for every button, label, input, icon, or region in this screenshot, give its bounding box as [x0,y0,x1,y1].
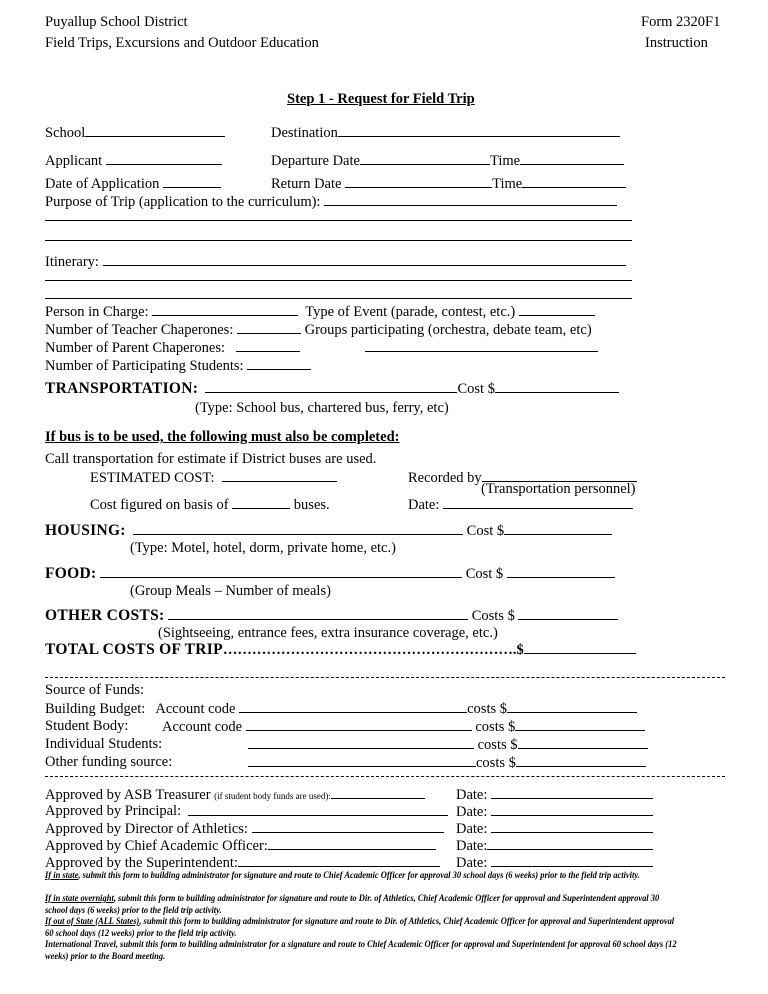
personnel-note: (Transportation personnel) [481,481,636,497]
transportation-label: TRANSPORTATION: [45,380,199,397]
athletics-date-field[interactable] [491,820,653,833]
divider [45,677,725,678]
teacher-chaperones-label: Number of Teacher Chaperones: [45,322,234,338]
superintendent-date-field[interactable] [491,854,653,867]
building-account-field[interactable] [239,700,467,713]
individual-students-label: Individual Students: [45,736,163,752]
time-label: Time [489,153,521,169]
other-costs-cost-field[interactable] [518,607,618,620]
school-label: School [45,125,86,141]
groups-label: Groups participating (orchestra, debate team, etc) [304,322,592,338]
athletics-signature-field[interactable] [252,820,444,833]
footnote-lead: If in state overnight [45,893,114,903]
costs-label: costs $ [476,755,516,771]
footnote-text: , submit this form to building administrator for signature and route to Dir. of Athletics, Chief Academic Officer for approval and Superintendent approval 60 school days (12 weeks) prior to the field trip activity. [45,916,675,938]
departure-date-field[interactable] [360,152,490,165]
itinerary-field[interactable] [103,253,626,266]
date-label: Date: [456,821,488,837]
school-field[interactable] [85,124,225,137]
destination-label: Destination [271,125,338,141]
parent-chaperones-field[interactable] [236,339,300,352]
purpose-line[interactable] [45,220,632,221]
footnote-text: International Travel, submit this form to building administrator for a signature and route to Chief Academic Officer for approval and Superintendent for approval 60 school days (12 weeks) prior to the Board meeting. [45,939,677,961]
account-code-label: Account code [155,701,236,717]
individual-field[interactable] [248,736,474,749]
building-costs-field[interactable] [507,700,637,713]
account-code-label: Account code [162,719,243,735]
bus-count-field[interactable] [232,496,290,509]
bus-date-label: Date: [408,497,440,513]
page-title: Step 1 - Request for Field Trip [287,91,475,107]
bus-call-note: Call transportation for estimate if District buses are used. [45,451,377,467]
parent-chaperones-label: Number of Parent Chaperones: [45,340,225,356]
itinerary-label: Itinerary: [45,254,99,270]
cost-basis-label: Cost figured on basis of [90,497,229,513]
costs-label: costs $ [475,719,516,735]
cao-date-field[interactable] [487,837,653,850]
footnote-overnight [45,893,680,916]
food-cost-field[interactable] [507,565,615,578]
cao-signature-field[interactable] [268,837,436,850]
housing-field[interactable] [133,522,463,535]
form-number: Form 2320F1 [641,14,721,30]
transportation-field[interactable] [205,380,457,393]
housing-cost-label: Cost $ [466,523,505,539]
asb-signature-field[interactable] [331,786,425,799]
principal-label: Approved by Principal: [45,803,182,819]
date-label: Date: [456,855,488,871]
person-in-charge-label: Person in Charge: [45,304,149,320]
district-name: Puyallup School District [45,14,188,30]
housing-cost-field[interactable] [504,522,612,535]
return-time-field[interactable] [522,175,626,188]
food-field[interactable] [100,565,462,578]
housing-note: (Type: Motel, hotel, dorm, private home, etc.) [130,540,396,556]
other-costs-note: (Sightseeing, entrance fees, extra insurance coverage, etc.) [158,625,498,641]
total-cost-field[interactable] [524,641,636,654]
applicant-label: Applicant [45,153,103,169]
transportation-note: (Type: School bus, chartered bus, ferry, etc) [195,400,449,416]
other-funding-field[interactable] [248,754,476,767]
date-label: Date: [456,804,488,820]
estimated-cost-field[interactable] [222,469,337,482]
itinerary-line[interactable] [45,298,632,299]
recorded-by-label: Recorded by [408,470,482,486]
food-note: (Group Meals – Number of meals) [130,583,331,599]
principal-date-field[interactable] [491,803,653,816]
estimated-cost-label: ESTIMATED COST: [90,470,215,486]
footnote-lead: If out of State (ALL States) [45,916,140,926]
funds-heading: Source of Funds: [45,682,145,698]
cao-label: Approved by Chief Academic Officer: [45,838,268,854]
student-account-field[interactable] [246,718,472,731]
superintendent-label: Approved by the Superintendent: [45,855,238,871]
application-date-label: Date of Application [45,176,160,192]
date-label: Date: [456,838,488,854]
time-label: Time [492,176,523,192]
form-type: Instruction [645,35,708,51]
footnote-lead: If in state [45,870,79,880]
buses-label: buses. [293,497,330,513]
costs-label: costs $ [467,701,507,717]
asb-date-field[interactable] [491,786,653,799]
date-label: Date: [456,787,488,803]
student-body-label: Student Body: [45,718,129,734]
event-type-field[interactable] [519,303,595,316]
footnote-text: , submit this form to building administrator for signature and route to Chief Academic Officer for approval 30 school days (6 weeks) prior to the field trip activity. [78,870,640,880]
transportation-cost-field[interactable] [495,380,619,393]
food-cost-label: Cost $ [465,566,504,582]
other-costs-label: OTHER COSTS: [45,607,165,624]
purpose-field[interactable] [324,193,617,206]
purpose-label: Purpose of Trip (application to the curriculum): [45,194,321,210]
students-label: Number of Participating Students: [45,358,244,374]
footnote-international [45,939,680,962]
student-costs-field[interactable] [515,718,645,731]
individual-costs-field[interactable] [518,736,648,749]
divider [45,776,725,777]
students-field[interactable] [247,357,311,370]
applicant-field[interactable] [106,152,222,165]
other-funding-costs-field[interactable] [516,754,646,767]
destination-field[interactable] [338,124,620,137]
itinerary-line[interactable] [45,280,632,281]
return-date-field[interactable] [345,175,492,188]
total-label: TOTAL COSTS OF TRIP [45,641,223,658]
person-in-charge-field[interactable] [152,303,298,316]
groups-field[interactable] [365,339,598,352]
food-label: FOOD: [45,565,97,582]
bus-date-field[interactable] [443,496,633,509]
teacher-chaperones-field[interactable] [237,321,301,334]
form-subtitle: Field Trips, Excursions and Outdoor Education [45,35,319,51]
footnote-in-state [45,870,680,882]
other-funding-label: Other funding source: [45,754,173,770]
superintendent-signature-field[interactable] [238,854,440,867]
application-date-field[interactable] [163,175,221,188]
housing-label: HOUSING: [45,522,126,539]
asb-note: (if student body funds are used): [214,791,331,801]
asb-label: Approved by ASB Treasurer [45,787,211,803]
building-budget-label: Building Budget: [45,701,146,717]
footnote-out-of-state [45,916,680,939]
total-leader: …………………………………………………….$ [222,642,524,658]
footnote-text: , submit this form to building administrator for signature and route to Dir. of Athletics, Chief Academic Officer for approval and Superintendent approval 30 school days (6 weeks) prior to the field trip activity. [45,893,660,915]
purpose-line[interactable] [45,240,632,241]
bus-heading: If bus is to be used, the following must also be completed: [45,429,400,445]
costs-label: costs $ [477,737,518,753]
departure-date-label: Departure Date [271,153,360,169]
other-costs-cost-label: Costs $ [471,608,515,624]
principal-signature-field[interactable] [188,803,448,816]
other-costs-field[interactable] [168,607,468,620]
transportation-cost-label: Cost $ [457,381,495,397]
athletics-label: Approved by Director of Athletics: [45,821,248,837]
event-type-label: Type of Event (parade, contest, etc.) [305,304,516,320]
return-date-label: Return Date [271,176,342,192]
departure-time-field[interactable] [520,152,624,165]
